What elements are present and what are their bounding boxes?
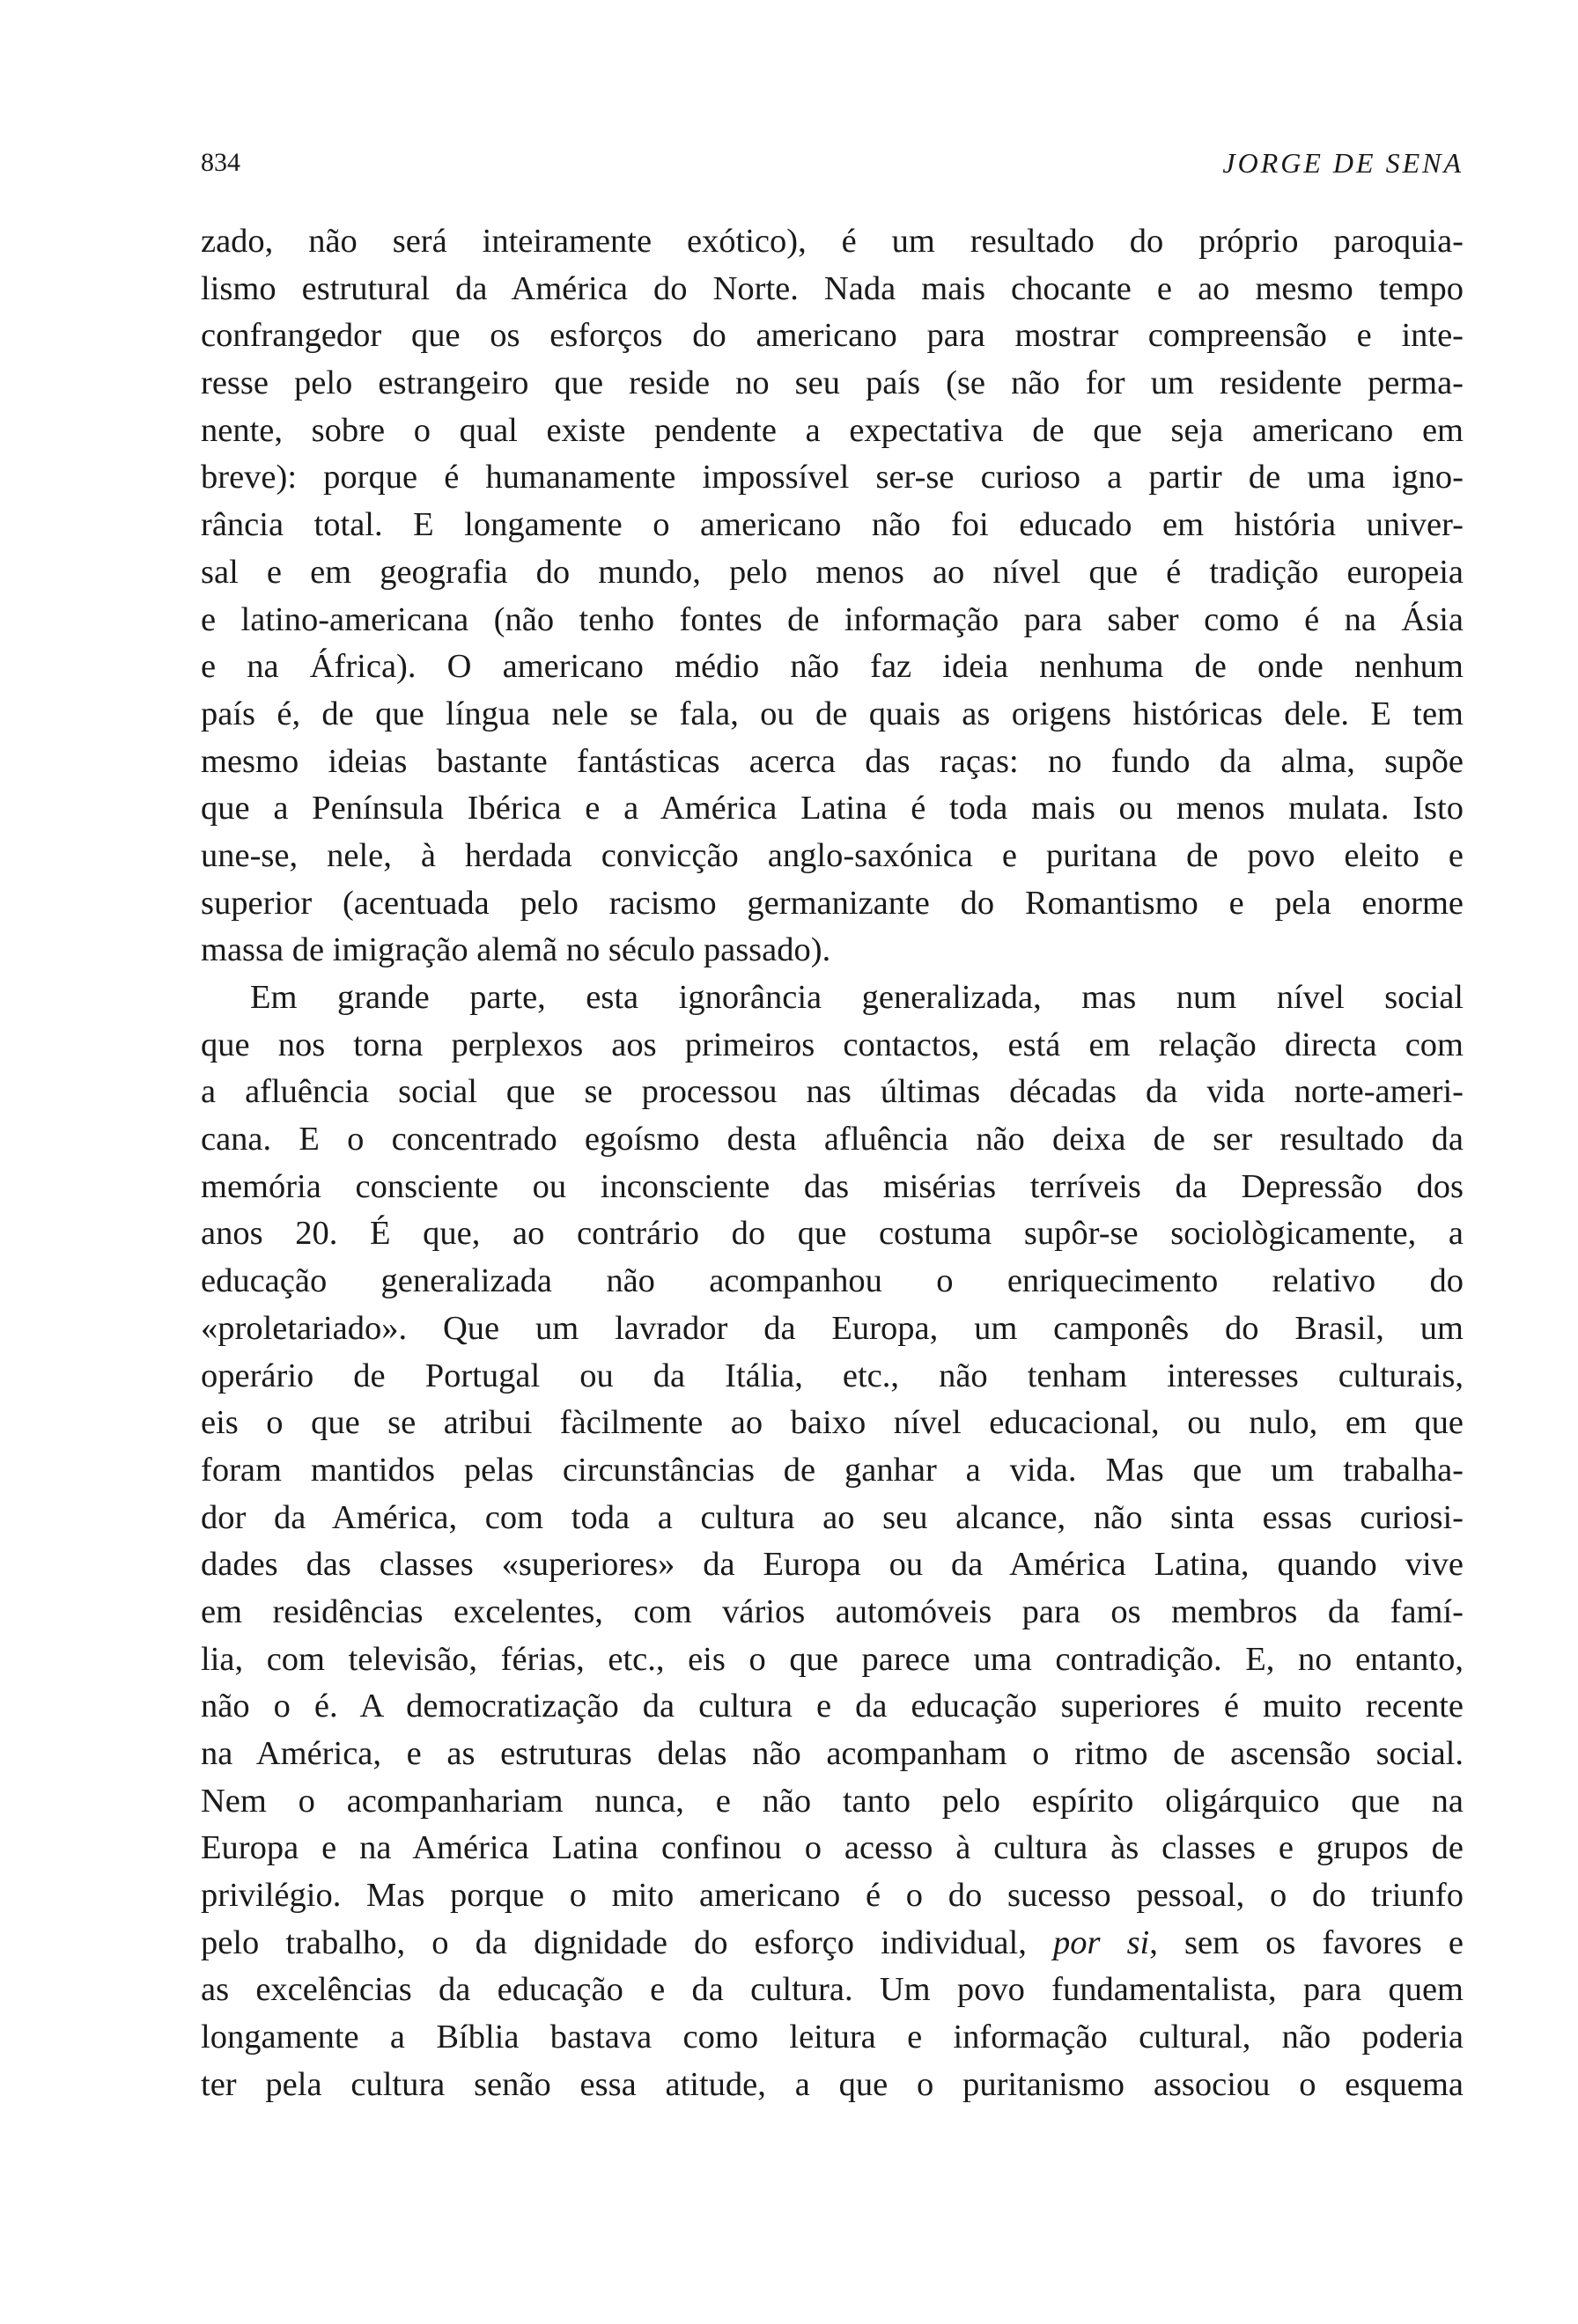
emphasis-line-after: , sem os favores e bbox=[1149, 1923, 1464, 1961]
text-line: país é, de que língua nele se fala, ou de quais as origens históricas dele. E tem bbox=[201, 695, 1464, 732]
text-line: Em grande parte, esta ignorância generalizada, mas num nível social bbox=[250, 979, 1464, 1016]
text-line: ter pela cultura senão essa atitude, a que o puritanismo associou o esquema bbox=[201, 2065, 1464, 2103]
text-line: sal e em geografia do mundo, pelo menos ao nível que é tradição europeia bbox=[201, 553, 1464, 591]
text-line: resse pelo estrangeiro que reside no seu país (se não for um residente perma- bbox=[201, 364, 1464, 402]
paragraph-2-lines bbox=[201, 974, 1464, 1920]
text-line: lismo estrutural da América do Norte. Nada mais chocante e ao mesmo tempo bbox=[201, 269, 1464, 307]
text-line: superior (acentuada pelo racismo germanizante do Romantismo e pela enorme bbox=[201, 884, 1464, 922]
text-line: não o é. A democratização da cultura e da educação superiores é muito recente bbox=[201, 1688, 1464, 1725]
text-line: cana. E o concentrado egoísmo desta afluência não deixa de ser resultado da bbox=[201, 1121, 1464, 1158]
text-line: que nos torna perplexos aos primeiros contactos, está em relação directa com bbox=[201, 1026, 1464, 1063]
body-text bbox=[201, 218, 1464, 2109]
text-line: em residências excelentes, com vários automóveis para os membros da famí- bbox=[201, 1592, 1464, 1630]
text-line: privilégio. Mas porque o mito americano é o do sucesso pessoal, o do triunfo bbox=[201, 1877, 1464, 1915]
text-line: e na África). O americano médio não faz ideia nenhuma de onde nenhum bbox=[201, 648, 1464, 686]
emphasis-line-before: pelo trabalho, o da dignidade do esforço individual, bbox=[201, 1923, 1053, 1961]
text-line: zado, não será inteiramente exótico), é um resultado do próprio paroquia- bbox=[201, 223, 1464, 260]
text-line: dor da América, com toda a cultura ao seu alcance, não sinta essas curiosi- bbox=[201, 1498, 1464, 1536]
paragraph-1 bbox=[201, 218, 1464, 974]
text-line: na América, e as estruturas delas não acompanham o ritmo de ascensão social. bbox=[201, 1735, 1464, 1772]
text-line: rância total. E longamente o americano não foi educado em história univer- bbox=[201, 506, 1464, 544]
text-line: confrangedor que os esforços do americano para mostrar compreensão e inte- bbox=[201, 317, 1464, 355]
text-line: operário de Portugal ou da Itália, etc., não tenham interesses culturais, bbox=[201, 1357, 1464, 1394]
text-line: massa de imigração alemã no século passado). bbox=[201, 931, 831, 969]
text-line-emphasis bbox=[201, 1920, 1464, 1967]
text-line: as excelências da educação e da cultura. Um povo fundamentalista, para quem bbox=[201, 1971, 1464, 2009]
text-line: lia, com televisão, férias, etc., eis o que parece uma contradição. E, no entanto, bbox=[201, 1640, 1464, 1678]
text-line: memória consciente ou inconsciente das misérias terríveis da Depressão dos bbox=[201, 1167, 1464, 1205]
text-line: a afluência social que se processou nas últimas décadas da vida norte-ameri- bbox=[201, 1073, 1464, 1111]
text-line: mesmo ideias bastante fantásticas acerca das raças: no fundo da alma, supõe bbox=[201, 742, 1464, 780]
text-line: une-se, nele, à herdada convicção anglo-saxónica e puritana de povo eleito e bbox=[201, 836, 1464, 874]
text-line: Nem o acompanhariam nunca, e não tanto pelo espírito oligárquico que na bbox=[201, 1782, 1464, 1820]
text-line: dades das classes «superiores» da Europa ou da América Latina, quando vive bbox=[201, 1546, 1464, 1584]
text-line: e latino-americana (não tenho fontes de informação para saber como é na Ásia bbox=[201, 600, 1464, 638]
text-line: eis o que se atribui fàcilmente ao baixo nível educacional, ou nulo, em que bbox=[201, 1404, 1464, 1442]
running-head bbox=[201, 141, 1464, 185]
text-line: longamente a Bíblia bastava como leitura e informação cultural, não poderia bbox=[201, 2019, 1464, 2056]
italic-phrase: por si bbox=[1052, 1923, 1150, 1961]
text-line: foram mantidos pelas circunstâncias de ganhar a vida. Mas que um trabalha- bbox=[201, 1451, 1464, 1489]
page-number: 834 bbox=[201, 148, 240, 177]
running-title: JORGE DE SENA bbox=[1222, 147, 1464, 179]
text-line: «proletariado». Que um lavrador da Europa, um camponês do Brasil, um bbox=[201, 1309, 1464, 1347]
text-line: que a Península Ibérica e a América Latina é toda mais ou menos mulata. Isto bbox=[201, 790, 1464, 827]
text-line: educação generalizada não acompanhou o enriquecimento relativo do bbox=[201, 1262, 1464, 1300]
paragraph-2-tail bbox=[201, 1967, 1464, 2108]
text-line: breve): porque é humanamente impossível ser-se curioso a partir de uma igno- bbox=[201, 459, 1464, 496]
paragraph-2 bbox=[201, 974, 1464, 2109]
text-line: Europa e na América Latina confinou o acesso à cultura às classes e grupos de bbox=[201, 1829, 1464, 1867]
text-line: nente, sobre o qual existe pendente a expectativa de que seja americano em bbox=[201, 411, 1464, 449]
text-line: anos 20. É que, ao contrário do que costuma supôr-se sociològicamente, a bbox=[201, 1215, 1464, 1253]
